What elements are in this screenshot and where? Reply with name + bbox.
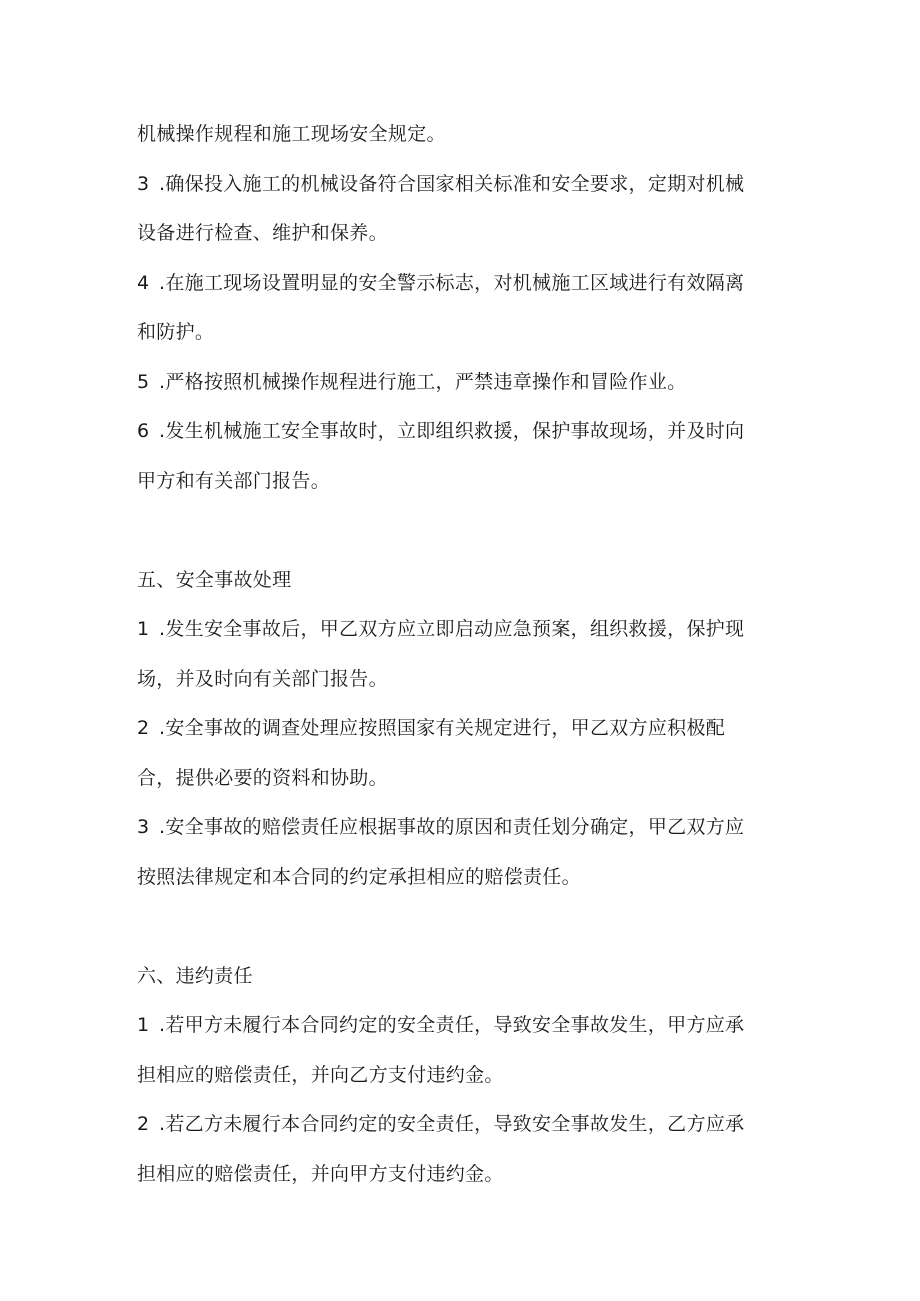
item-number: 2 [137,717,150,739]
item-text: .在施工现场设置明显的安全警示标志，对机械施工区域进行有效隔离 [159,271,745,294]
item-text-continued: 按照法律规定和本合同的约定承担相应的赔偿责任。 [137,865,581,888]
list-item [137,259,787,358]
item-number: 3 [137,816,150,838]
list-item [137,1100,787,1199]
list-item [137,704,787,803]
item-text-continued: 设备进行检查、维护和保养。 [137,222,388,244]
list-item [137,358,787,408]
section-heading-breach-liability: 六、违约责任 [137,964,253,987]
list-item [137,1001,787,1100]
item-text: .若乙方未履行本合同约定的安全责任，导致安全事故发生，乙方应承 [159,1113,745,1135]
item-text: .发生安全事故后，甲乙双方应立即启动应急预案，组织救援，保护现 [159,618,745,640]
item-number: 4 [137,271,150,294]
item-number: 5 [137,370,150,393]
list-item [137,160,787,259]
list-item [137,803,787,902]
paragraph-continuation: 机械操作规程和施工现场安全规定。 [137,123,446,145]
section-spacer [137,902,787,952]
item-text-continued: 合，提供必要的资料和协助。 [137,766,388,789]
item-text: .发生机械施工安全事故时，立即组织救援，保护事故现场，并及时向 [159,420,745,442]
list-item [137,407,787,506]
item-text-continued: 甲方和有关部门报告。 [137,469,331,492]
item-text: .严格按照机械操作规程进行施工，严禁违章操作和冒险作业。 [159,370,687,393]
section-spacer [137,506,787,556]
item-text-continued: 场，并及时向有关部门报告。 [137,667,388,690]
item-number: 1 [137,1014,150,1036]
item-number: 6 [137,420,150,442]
item-text-continued: 担相应的赔偿责任，并向乙方支付违约金。 [137,1063,504,1086]
list-item [137,605,787,704]
item-text: .确保投入施工的机械设备符合国家相关标准和安全要求，定期对机械 [159,172,745,195]
item-text-continued: 和防护。 [137,321,215,343]
item-text: .安全事故的调查处理应按照国家有关规定进行，甲乙双方应积极配 [159,717,726,739]
item-text: .若甲方未履行本合同约定的安全责任，导致安全事故发生，甲方应承 [159,1014,745,1036]
item-number: 2 [137,1113,150,1135]
item-text: .安全事故的赔偿责任应根据事故的原因和责任划分确定，甲乙双方应 [159,816,745,838]
section-heading-accident-handling: 五、安全事故处理 [137,568,292,591]
item-number: 1 [137,618,150,640]
item-number: 3 [137,172,150,195]
document-page [137,110,787,1199]
item-text-continued: 担相应的赔偿责任，并向甲方支付违约金。 [137,1162,504,1185]
